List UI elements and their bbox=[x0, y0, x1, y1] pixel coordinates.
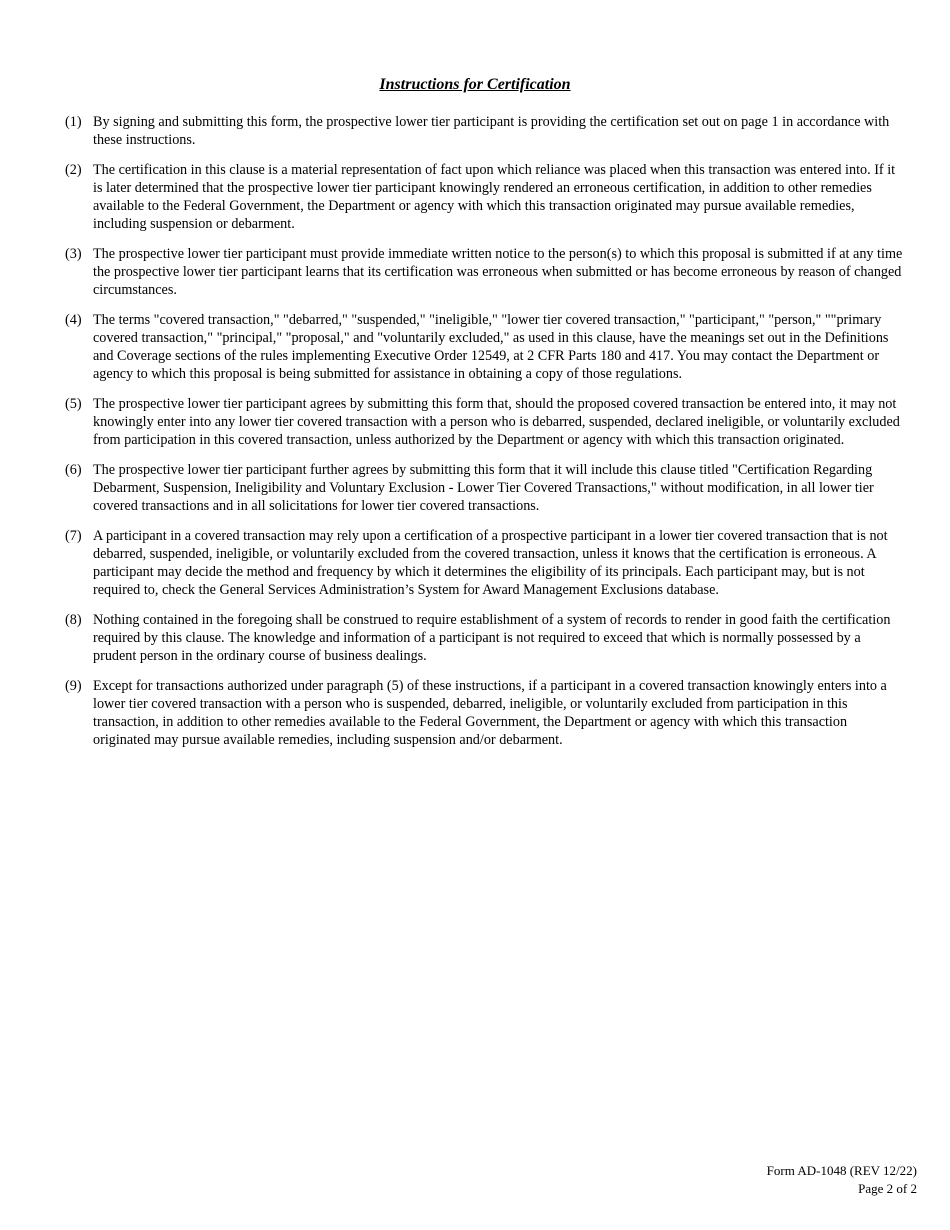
item-number: (4) bbox=[65, 312, 82, 328]
item-text: Nothing contained in the foregoing shall be construed to require establishment of a system of records to render in good faith the certification required by this clause. The knowledge and information of a participant is not required to exceed that which is normally possessed by a prudent person in the ordinary course of business dealings. bbox=[93, 612, 891, 664]
item-number: (6) bbox=[65, 462, 82, 478]
item-text: The prospective lower tier participant must provide immediate written notice to the person(s) to which this proposal is submitted if at any time the prospective lower tier participant learns that its certification was erroneous when submitted or has become erroneous by reason of changed circumstances. bbox=[93, 246, 903, 298]
item-number: (8) bbox=[65, 612, 82, 628]
item-text: Except for transactions authorized under paragraph (5) of these instructions, if a participant in a covered transaction knowingly enters into a lower tier covered transaction with a person who is suspended, debarred, ineligible, or voluntarily excluded from participation in this transaction, in addition to other remedies available to the Federal Government, the Department or agency with which this transaction originated may pursue available remedies, including suspension and/or debarment. bbox=[93, 678, 887, 748]
item-text: The terms "covered transaction," "debarred," "suspended," "ineligible," "lower tier covered transaction," "participant," "person," ""primary covered transaction," "principal," "proposal," and "voluntarily excluded," as used in this clause, have the meanings set out in the Definitions and Coverage sections of the rules implementing Executive Order 12549, at 2 CFR Parts 180 and 417. You may contact the Department or agency to which this proposal is being submitted for assistance in obtaining a copy of those regulations. bbox=[93, 312, 889, 382]
list-item bbox=[65, 245, 905, 299]
item-text: By signing and submitting this form, the prospective lower tier participant is providing the certification set out on page 1 in accordance with these instructions. bbox=[93, 114, 890, 148]
item-number: (1) bbox=[65, 114, 82, 130]
item-text: The prospective lower tier participant further agrees by submitting this form that it will include this clause titled "Certification Regarding Debarment, Suspension, Ineligibility and Voluntary Exclusion - Lower Tier Covered Transactions," without modification, in all lower tier covered transactions and in all solicitations for lower tier covered transactions. bbox=[93, 462, 874, 514]
item-text: A participant in a covered transaction may rely upon a certification of a prospective participant in a lower tier covered transaction that is not debarred, suspended, ineligible, or voluntarily excluded from the covered transaction, unless it knows that the certification is erroneous. A participant may decide the method and frequency by which it determines the eligibility of its principals. Each participant may, but is not required to, check the General Services Administration’s System for Award Management Exclusions database. bbox=[93, 528, 888, 598]
page-footer bbox=[767, 1162, 917, 1198]
page-number: Page 2 of 2 bbox=[858, 1181, 917, 1196]
item-number: (2) bbox=[65, 162, 82, 178]
item-number: (7) bbox=[65, 528, 82, 544]
list-item bbox=[65, 311, 905, 383]
instructions-list bbox=[65, 113, 905, 761]
list-item bbox=[65, 113, 905, 149]
item-number: (9) bbox=[65, 678, 82, 694]
item-number: (5) bbox=[65, 396, 82, 412]
item-text: The certification in this clause is a material representation of fact upon which reliance was placed when this transaction was entered into. If it is later determined that the prospective lower tier participant knowingly rendered an erroneous certification, in addition to other remedies available to the Federal Government, the Department or agency with which this transaction originated may pursue available remedies, including suspension or debarment. bbox=[93, 162, 896, 232]
list-item bbox=[65, 677, 905, 749]
list-item bbox=[65, 611, 905, 665]
page-title: Instructions for Certification bbox=[379, 76, 571, 93]
list-item bbox=[65, 527, 905, 599]
form-identifier: Form AD-1048 (REV 12/22) bbox=[766, 1163, 917, 1178]
item-number: (3) bbox=[65, 246, 82, 262]
list-item bbox=[65, 461, 905, 515]
list-item bbox=[65, 395, 905, 449]
list-item bbox=[65, 161, 905, 233]
item-text: The prospective lower tier participant agrees by submitting this form that, should the proposed covered transaction be entered into, it may not knowingly enter into any lower tier covered transaction with a person who is debarred, suspended, declared ineligible, or voluntarily excluded from participation in this covered transaction, unless authorized by the Department or agency with which this transaction originated. bbox=[93, 396, 900, 448]
